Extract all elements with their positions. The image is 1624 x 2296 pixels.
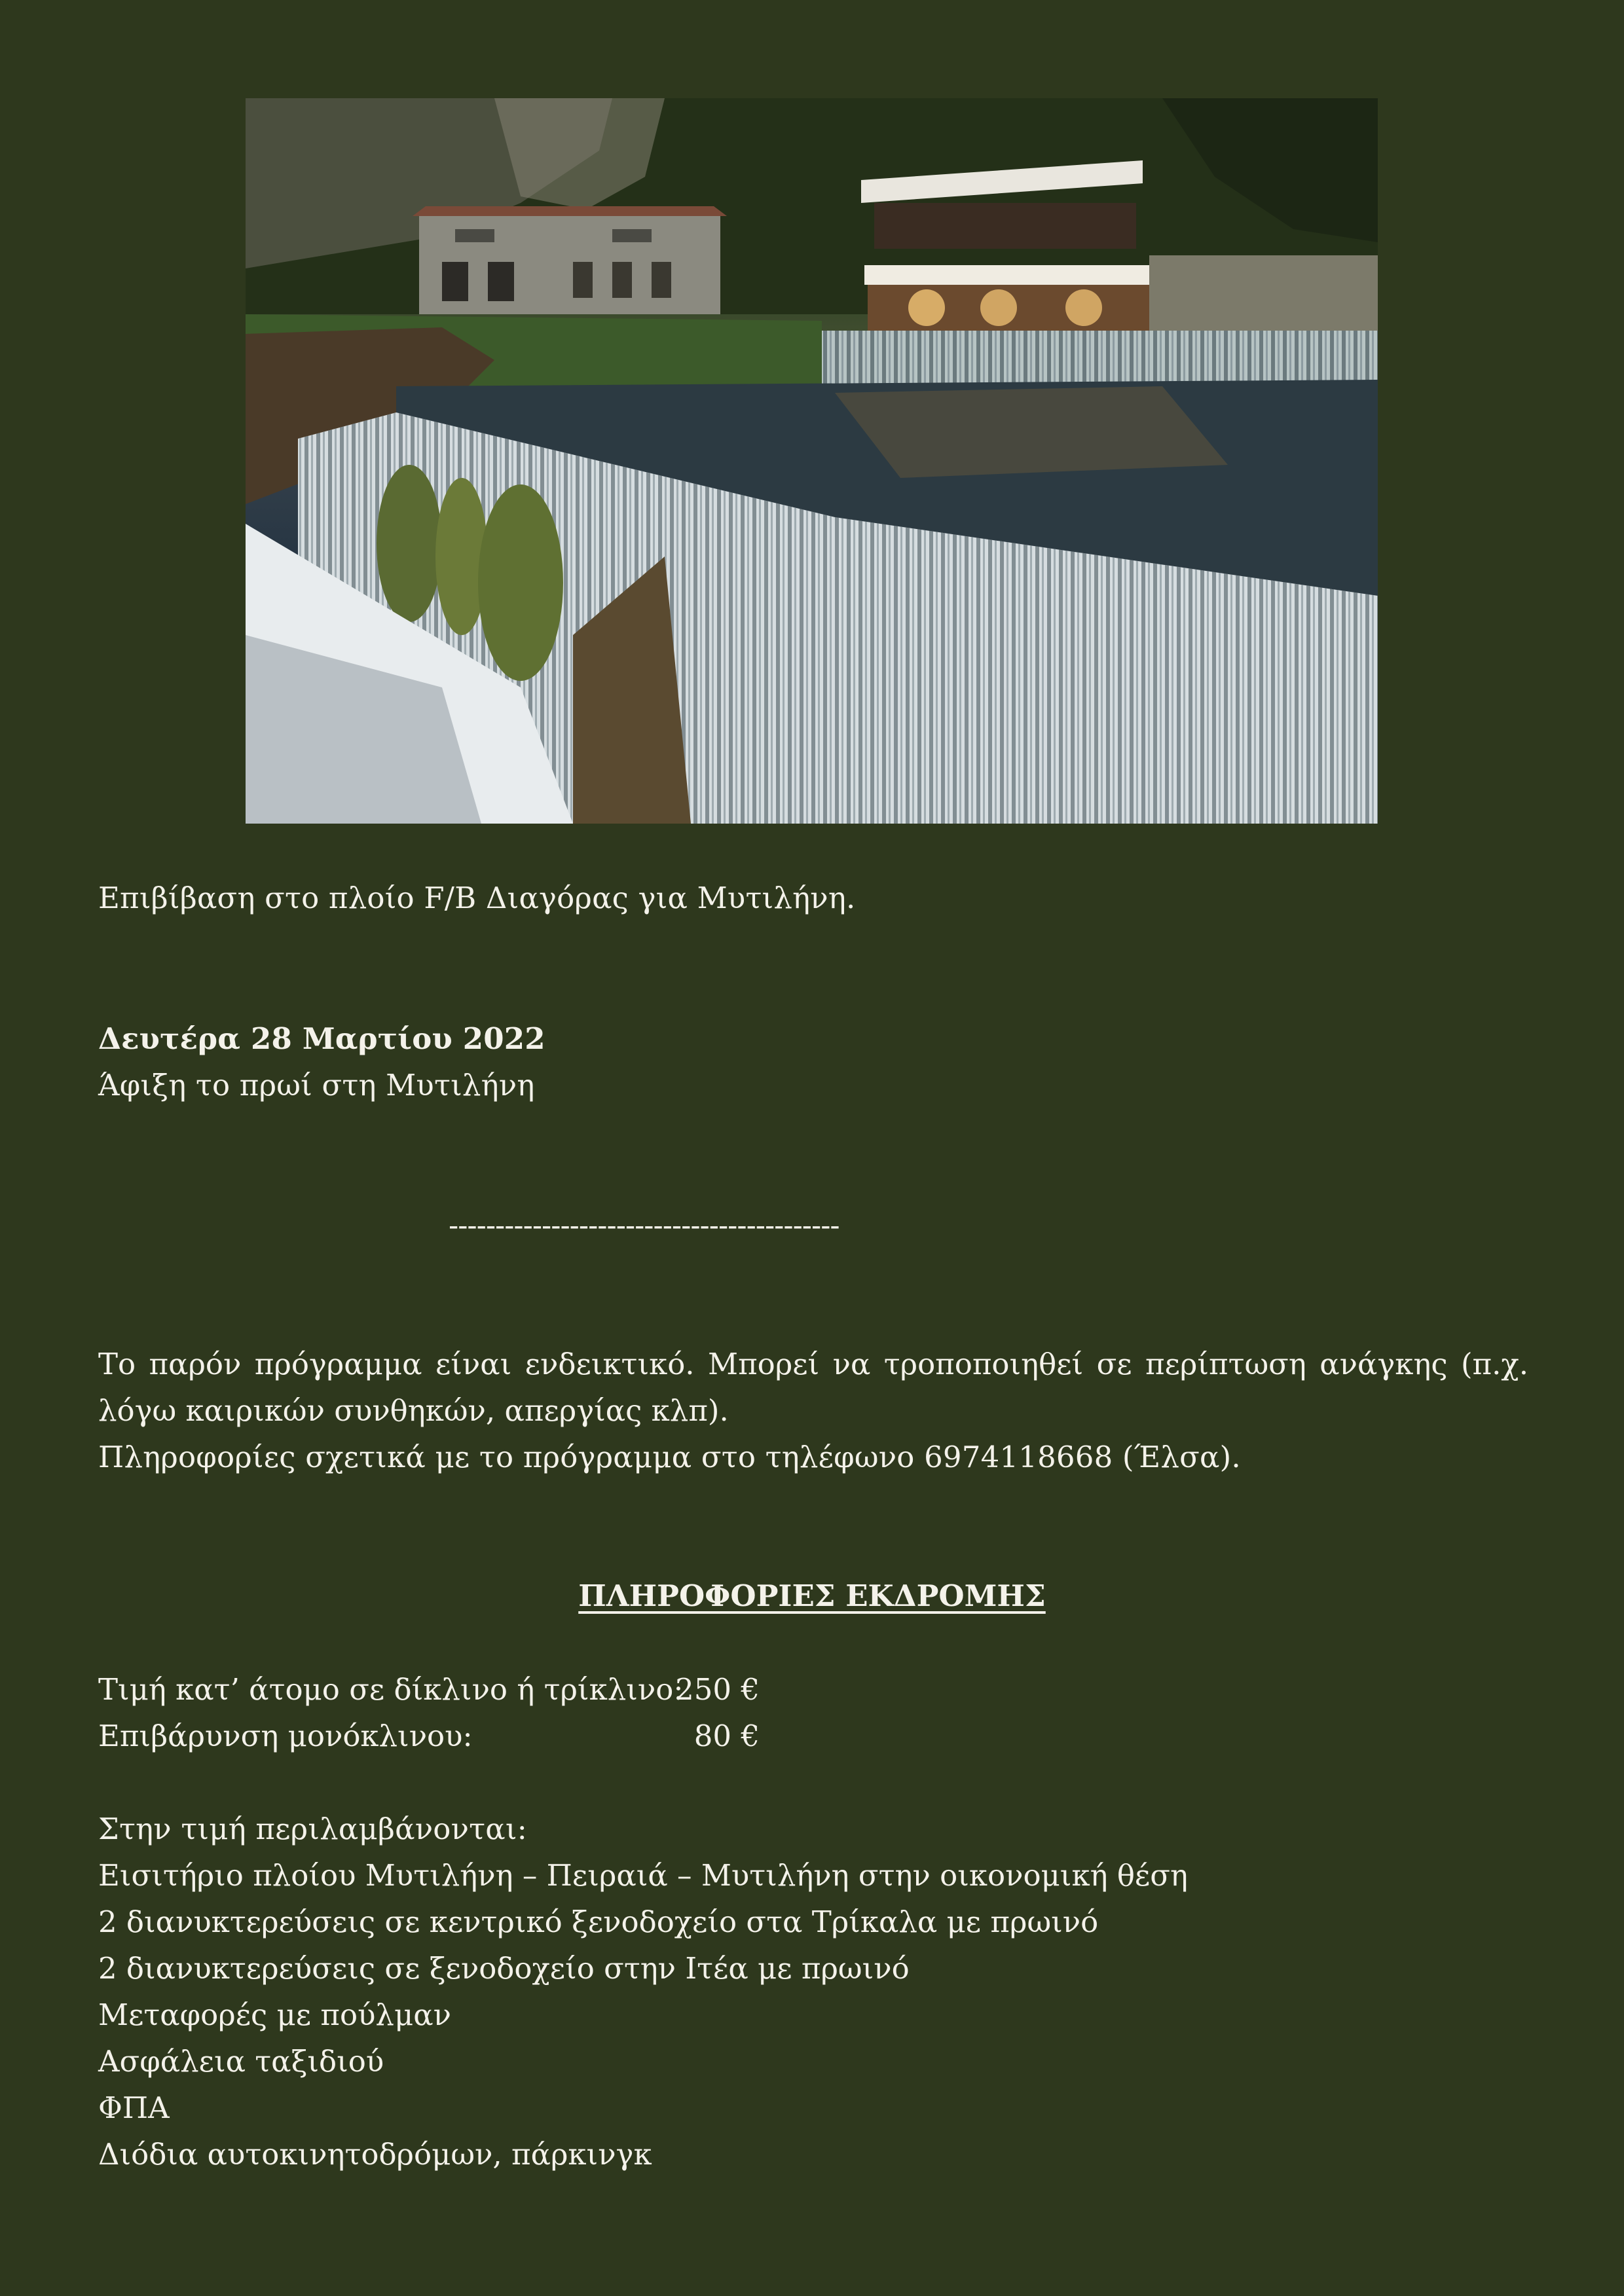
price-label: Τιμή κατ’ άτομο σε δίκλινο ή τρίκλινο: bbox=[98, 1672, 684, 1707]
single-label: Επιβάρυνση μονόκλινου: bbox=[98, 1719, 473, 1753]
single-value: 80 € bbox=[693, 1719, 760, 1753]
waterfall-photo-illustration bbox=[246, 98, 1378, 824]
boarding-text: Επιβίβαση στο πλοίο F/B Διαγόρας για Μυτιλήνη. bbox=[98, 881, 856, 915]
includes-item: 2 διανυκτερεύσεις σε ξενοδοχείο στην Ιτέα με πρωινό bbox=[98, 1951, 910, 1986]
info-title-wrap bbox=[0, 1573, 1624, 1619]
day-date: Δευτέρα 28 Μαρτίου 2022 bbox=[98, 1021, 545, 1056]
includes-list bbox=[98, 1852, 1188, 2178]
includes-item: ΦΠΑ bbox=[98, 2090, 170, 2125]
info-title: ΠΛΗΡΟΦΟΡΙΕΣ ΕΚΔΡΟΜΗΣ bbox=[578, 1578, 1046, 1613]
includes-item: Διόδια αυτοκινητοδρόμων, πάρκινγκ bbox=[98, 2137, 652, 2172]
price-row bbox=[98, 1666, 760, 1713]
day-arrival: Άφιξη το πρωί στη Μυτιλήνη bbox=[98, 1068, 535, 1102]
includes-item: 2 διανυκτερεύσεις σε κεντρικό ξενοδοχείο στα Τρίκαλα με πρωινό bbox=[98, 1904, 1099, 1939]
separator-line: ------------------------------------------ bbox=[449, 1208, 840, 1243]
includes-item: Ασφάλεια ταξιδιού bbox=[98, 2044, 384, 2079]
includes-item: Εισιτήριο πλοίου Μυτιλήνη – Πειραιά – Μυτιλήνη στην οικονομική θέση bbox=[98, 1858, 1188, 1893]
notice-paragraph: Το παρόν πρόγραμμα είναι ενδεικτικό. Μπορεί να τροποποιηθεί σε περίπτωση ανάγκης (π.χ. λόγω καιρικών συνθηκών, απεργίας κλπ). bbox=[98, 1347, 1528, 1428]
notice-phone: Πληροφορίες σχετικά με το πρόγραμμα στο τηλέφωνο 6974118668 (Έλσα). bbox=[98, 1440, 1241, 1474]
includes-title: Στην τιμή περιλαμβάνονται: bbox=[98, 1812, 528, 1846]
single-supplement-row bbox=[98, 1713, 760, 1759]
includes-item: Μεταφορές με πούλμαν bbox=[98, 1997, 451, 2032]
price-value: 250 € bbox=[675, 1672, 760, 1707]
waterfall-photo bbox=[246, 98, 1378, 824]
